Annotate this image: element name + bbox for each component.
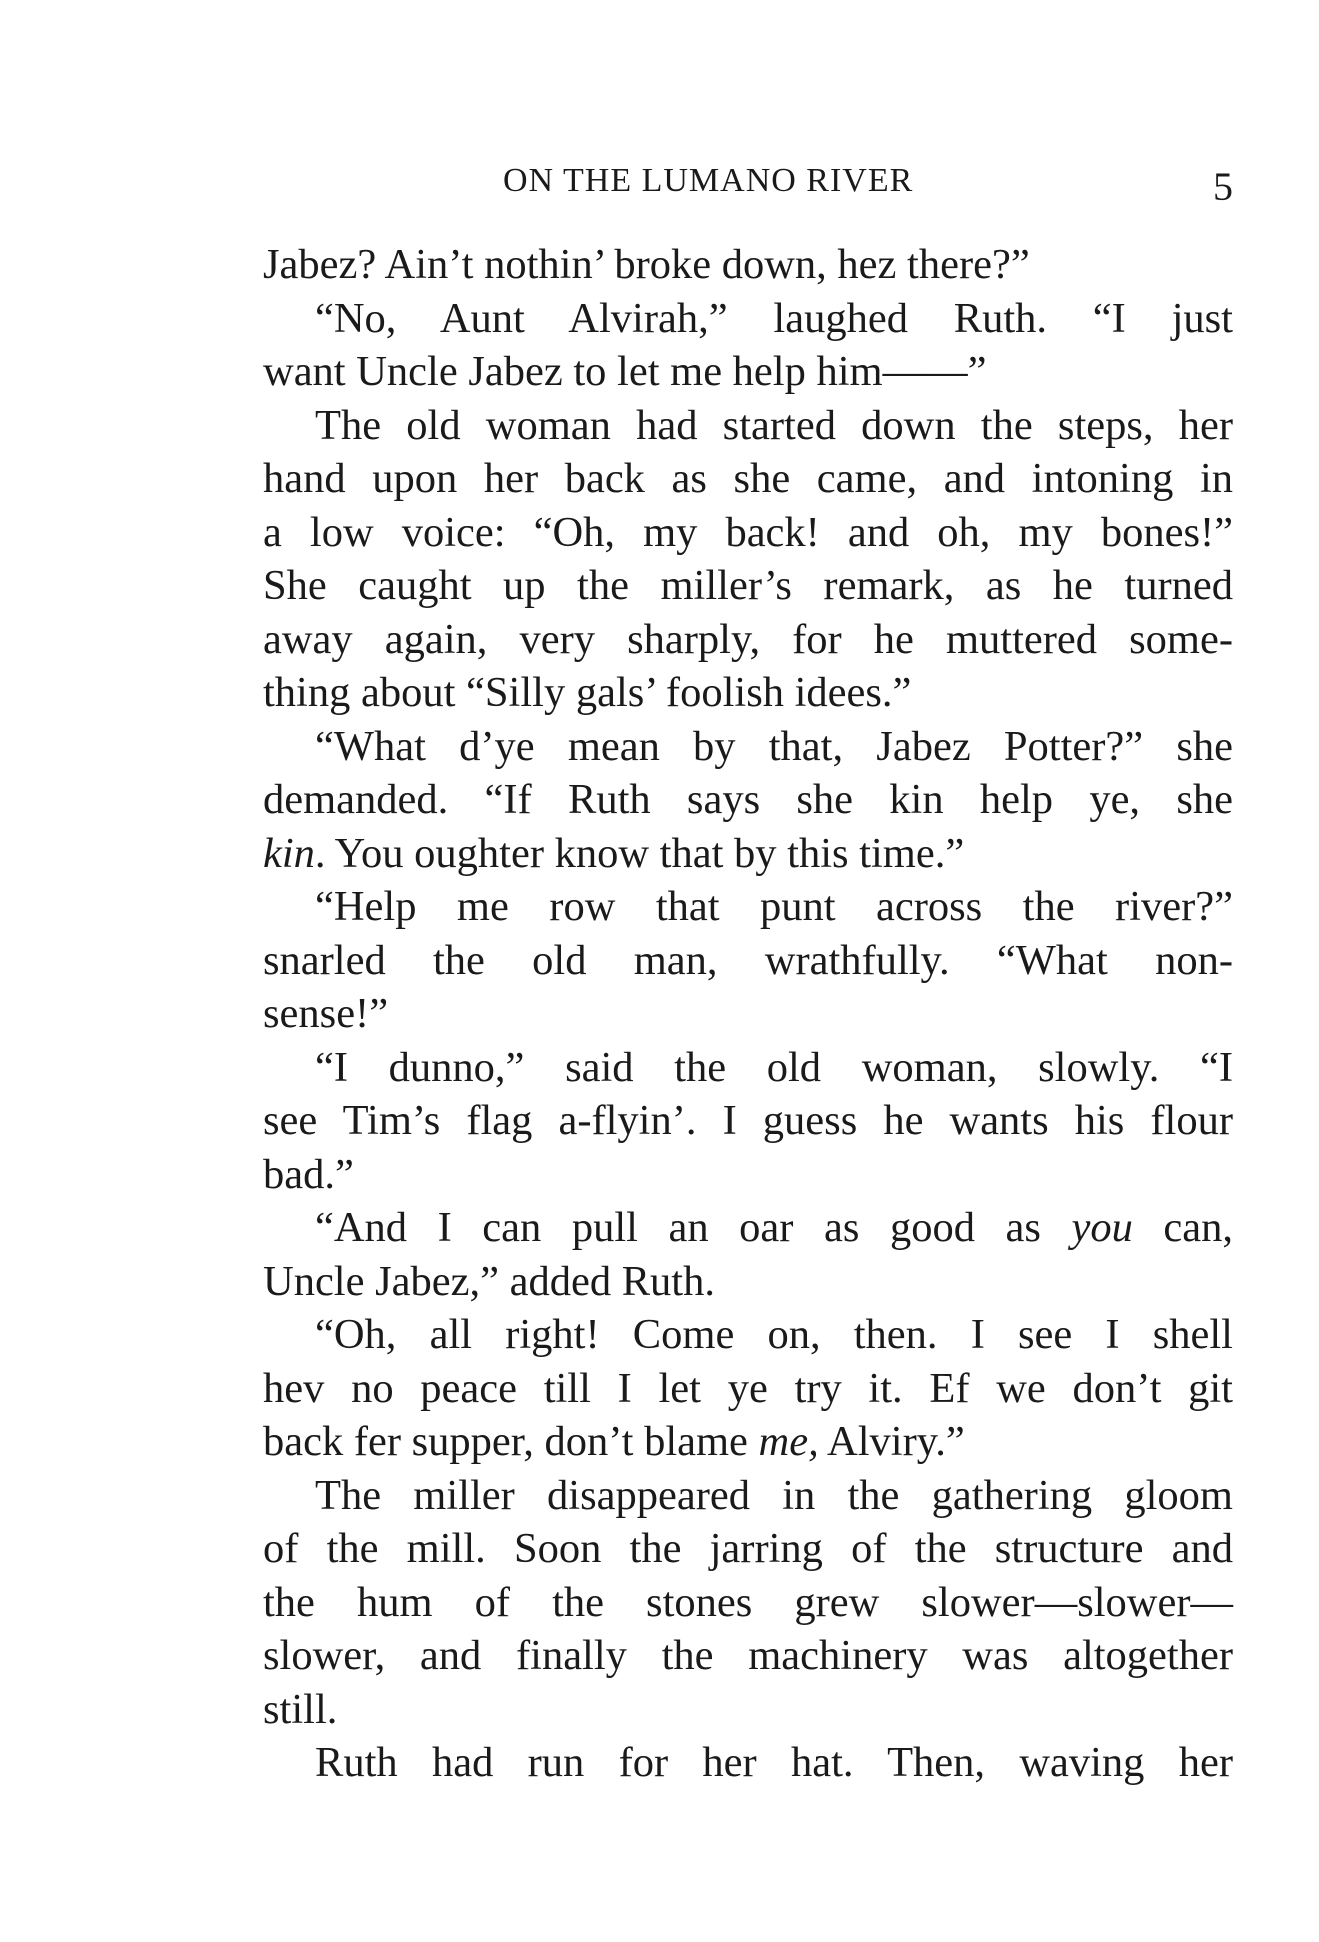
text-line xyxy=(263,1255,1233,1309)
text-line xyxy=(263,1736,1233,1790)
text-line xyxy=(263,1094,1233,1148)
text-segment: snarled the old man, wrathfully. “What non- xyxy=(263,936,1233,984)
text-line xyxy=(263,613,1233,667)
text-segment: sense!” xyxy=(263,990,389,1037)
page-number: 5 xyxy=(1213,164,1233,209)
text-segment: back fer supper, don’t blame xyxy=(263,1418,759,1465)
body-text xyxy=(263,238,1233,1790)
text-line xyxy=(263,559,1233,613)
text-segment: “Help me row that punt across the river?” xyxy=(315,883,1233,930)
text-segment: want Uncle Jabez to let me help him——” xyxy=(263,348,987,395)
text-line xyxy=(263,1308,1233,1362)
text-line xyxy=(263,720,1233,774)
text-segment: demanded. “If Ruth says she kin help ye, she xyxy=(263,776,1233,823)
text-line xyxy=(263,1629,1233,1683)
text-segment: The old woman had started down the steps, her xyxy=(315,401,1233,449)
running-head xyxy=(263,156,1233,209)
text-segment: still. xyxy=(263,1685,338,1733)
text-segment: “What d’ye mean by that, Jabez Potter?” she xyxy=(315,722,1233,770)
text-segment: see Tim’s flag a-flyin’. I guess he wants his flour xyxy=(263,1097,1233,1144)
text-line xyxy=(263,238,1233,292)
text-line xyxy=(263,1683,1233,1737)
text-segment: bad.” xyxy=(263,1150,354,1198)
text-segment: can, xyxy=(1132,1204,1233,1251)
italic-text: me, xyxy=(758,1418,819,1465)
text-segment: the hum of the stones grew slower—slower— xyxy=(263,1578,1233,1626)
text-line xyxy=(263,506,1233,560)
text-segment: “No, Aunt Alvirah,” laughed Ruth. “I just xyxy=(315,294,1233,342)
text-segment: hand upon her back as she came, and intoning in xyxy=(263,455,1233,502)
text-segment: She caught up the miller’s remark, as he turned xyxy=(263,562,1233,609)
text-line xyxy=(263,880,1233,934)
text-segment: “And I can pull an oar as good as xyxy=(315,1204,1072,1251)
text-segment: slower, and finally the machinery was altogether xyxy=(263,1632,1233,1679)
text-line xyxy=(263,1469,1233,1523)
text-line xyxy=(263,666,1233,720)
text-segment: . You oughter know that by this time.” xyxy=(314,829,965,877)
text-line xyxy=(263,1041,1233,1095)
italic-text: you xyxy=(1071,1204,1133,1251)
text-line xyxy=(263,1415,1233,1469)
text-line xyxy=(263,1362,1233,1416)
text-segment: a low voice: “Oh, my back! and oh, my bones!” xyxy=(263,508,1233,556)
running-title: ON THE LUMANO RIVER xyxy=(503,162,914,199)
text-line xyxy=(263,987,1233,1041)
text-segment: “Oh, all right! Come on, then. I see I shell xyxy=(315,1311,1233,1358)
text-line xyxy=(263,934,1233,988)
text-segment: Ruth had run for her hat. Then, waving her xyxy=(315,1739,1233,1786)
text-segment: away again, very sharply, for he muttered some- xyxy=(263,615,1233,663)
text-line xyxy=(263,452,1233,506)
text-segment: “I dunno,” said the old woman, slowly. “I xyxy=(315,1043,1233,1091)
text-segment: hev no peace till I let ye try it. Ef we don’t git xyxy=(263,1364,1233,1412)
text-line xyxy=(263,773,1233,827)
text-segment: Alviry.” xyxy=(818,1418,965,1465)
text-line xyxy=(263,345,1233,399)
text-line xyxy=(263,399,1233,453)
text-segment: of the mill. Soon the jarring of the structure and xyxy=(263,1525,1233,1572)
text-line xyxy=(263,1522,1233,1576)
text-segment: Jabez? Ain’t nothin’ broke down, hez there?” xyxy=(263,241,1030,288)
italic-text: kin xyxy=(263,829,315,877)
text-segment: The miller disappeared in the gathering gloom xyxy=(315,1471,1233,1519)
text-segment: thing about “Silly gals’ foolish idees.” xyxy=(263,669,912,716)
text-line xyxy=(263,1201,1233,1255)
text-line xyxy=(263,292,1233,346)
text-line xyxy=(263,1148,1233,1202)
text-segment: Uncle Jabez,” added Ruth. xyxy=(263,1257,715,1305)
text-line xyxy=(263,827,1233,881)
text-line xyxy=(263,1576,1233,1630)
